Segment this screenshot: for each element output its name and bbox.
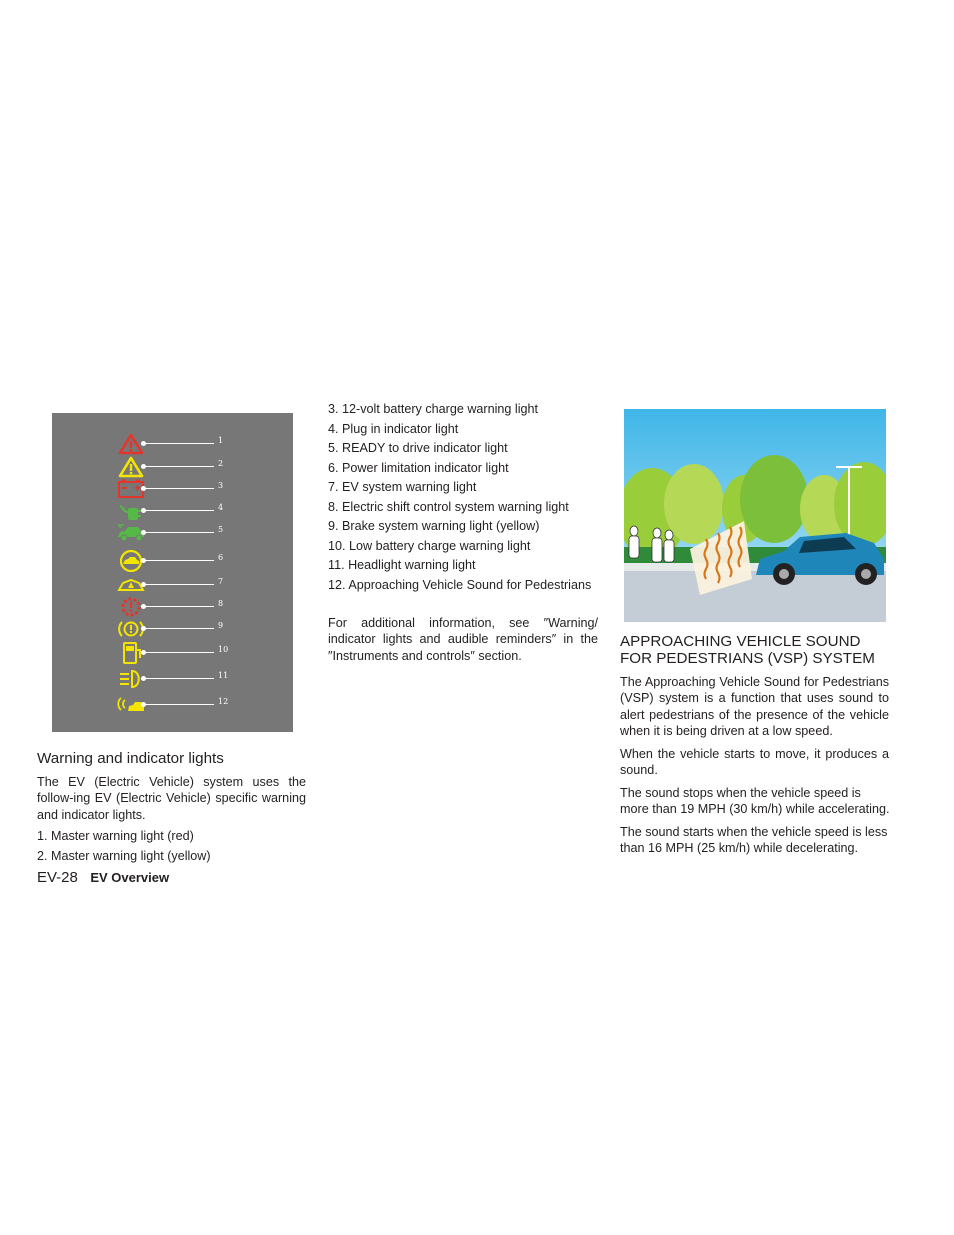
panel-row-8	[52, 596, 293, 618]
panel-number: 12	[218, 697, 229, 706]
list-item: 1. Master warning light (red)	[37, 829, 194, 843]
warning-lights-intro: The EV (Electric Vehicle) system uses the follow-ing EV (Electric Vehicle) specific warning and indicator lights.	[37, 775, 306, 822]
vsp-paragraph-1: The Approaching Vehicle Sound for Pedestrians (VSP) system is a function that uses sound to alert pedestrians of the presence of the vehicle when it is being driven at a low speed.	[620, 675, 889, 738]
vsp-paragraph-2: When the vehicle starts to move, it produces a sound.	[620, 747, 889, 778]
panel-row-9	[52, 618, 293, 640]
panel-number: 9	[218, 621, 224, 630]
panel-row-4	[52, 500, 293, 522]
warning-lights-list-left	[37, 827, 306, 866]
panel-row-11	[52, 668, 293, 690]
panel-number: 3	[218, 481, 224, 490]
panel-number: 10	[218, 645, 229, 654]
list-item: 8. Electric shift control system warning light	[328, 499, 569, 514]
panel-row-10	[52, 642, 293, 664]
vsp-paragraph-4: The sound starts when the vehicle speed is less than 16 MPH (25 km/h) while decelerating.	[620, 825, 888, 856]
list-item: 11. Headlight warning light	[328, 558, 476, 572]
panel-number: 7	[218, 577, 224, 586]
vsp-illustration	[624, 409, 886, 622]
panel-row-3	[52, 478, 293, 500]
list-item: 4. Plug in indicator light	[328, 421, 459, 436]
page-number: EV-28	[37, 869, 78, 886]
panel-row-12	[52, 694, 293, 716]
vsp-paragraph-3: The sound stops when the vehicle speed is more than 19 MPH (30 km/h) while accelerating.	[620, 786, 890, 817]
panel-number: 5	[218, 525, 224, 534]
panel-number: 8	[218, 599, 224, 608]
list-item: 3. 12-volt battery charge warning light	[328, 402, 539, 416]
list-item: 2. Master warning light (yellow)	[37, 848, 211, 863]
list-item: 6. Power limitation indicator light	[328, 460, 509, 475]
list-item: 7. EV system warning light	[328, 480, 477, 494]
warning-lights-list-middle	[328, 400, 598, 629]
warning-lights-panel	[52, 413, 293, 732]
footer-section-title: EV Overview	[90, 870, 170, 885]
panel-row-6	[52, 550, 293, 572]
panel-number: 4	[218, 503, 224, 512]
section-heading-warning-lights: Warning and indicator lights	[37, 750, 224, 767]
page-footer	[37, 869, 169, 887]
panel-number: 2	[218, 459, 224, 468]
panel-row-5	[52, 522, 293, 544]
panel-row-1	[52, 433, 293, 455]
list-item: 10. Low battery charge warning light	[328, 538, 531, 553]
list-item: 9. Brake system warning light (yellow)	[328, 519, 540, 533]
additional-info-note: For additional information, see ″Warning/ indicator lights and audible reminders″ in the ″Instruments and controls″ section.	[328, 616, 598, 663]
list-item: 12. Approaching Vehicle Sound for Pedestrians	[328, 577, 592, 592]
panel-row-7	[52, 574, 293, 596]
section-heading-vsp: APPROACHING VEHICLE SOUND FOR PEDESTRIANS (VSP) SYSTEM	[620, 633, 875, 667]
panel-number: 1	[218, 436, 224, 445]
panel-number: 11	[218, 671, 229, 680]
list-item: 5. READY to drive indicator light	[328, 441, 508, 455]
panel-row-2	[52, 456, 293, 478]
panel-number: 6	[218, 553, 224, 562]
